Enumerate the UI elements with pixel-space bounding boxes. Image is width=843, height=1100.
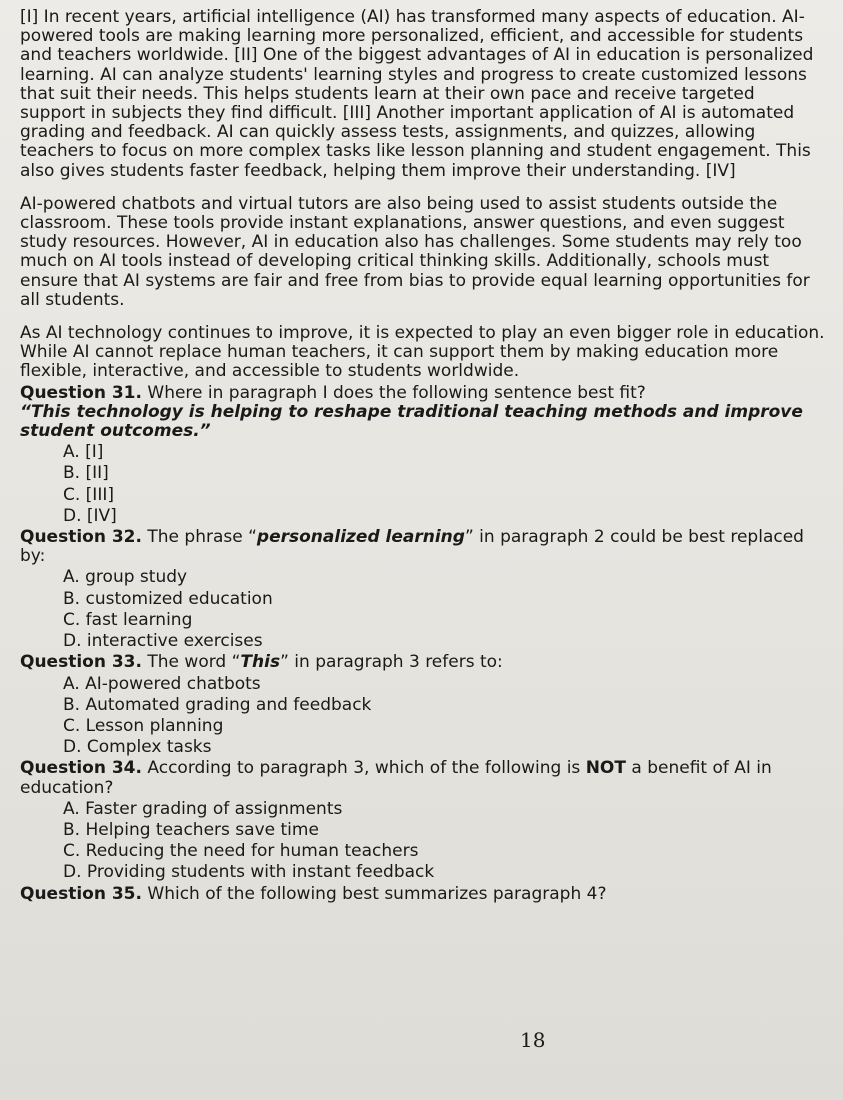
question-32-option-b: B. customized education [63, 588, 273, 609]
question-31-label: Question 31. [20, 382, 142, 403]
question-31-option-b: B. [II] [63, 463, 109, 484]
question-31-option-d: D. [IV] [63, 505, 117, 526]
question-34-option-c: C. Reducing the need for human teachers [63, 841, 419, 862]
question-32-text-post: ” in paragraph 2 could be best replaced by: [20, 527, 804, 567]
question-35-text: Which of the following best summarizes paragraph 4? [141, 883, 607, 904]
question-33-option-d: D. Complex tasks [63, 737, 212, 758]
question-34-option-a: A. Faster grading of assignments [63, 798, 343, 819]
paragraph-1: [I] In recent years, artificial intelligence (AI) has transformed many aspects of education. AI-powered tools are making learning more personalized, efficient, and accessible for students and teachers worldwide. [II] One of the biggest advantages of AI in education is personalized learning. AI can analyze students' learning styles and progress to create customized lessons that suit their needs. This helps students learn at their own pace and receive targeted support in subjects they find difficult. [III] Another important application of AI is automated grading and feedback. AI can quickly assess tests, assignments, and quizzes, allowing teachers to focus on more complex tasks like lesson planning and student engagement. This also gives students faster feedback, helping them improve their understanding. [IV] [20, 7, 814, 181]
question-34 [20, 759, 825, 882]
question-32-label: Question 32. [20, 527, 142, 548]
reading-passage [20, 8, 825, 904]
question-31 [20, 384, 825, 526]
question-31-option-c: C. [III] [63, 484, 114, 505]
question-34-not: NOT [585, 758, 626, 779]
question-34-option-d: D. Providing students with instant feedback [63, 862, 435, 883]
question-34-text-post: a benefit of AI in education? [20, 758, 772, 798]
question-31-quote: “This technology is helping to reshape traditional teaching methods and improve student outcomes.” [20, 401, 803, 442]
question-33-option-c: C. Lesson planning [63, 715, 224, 736]
question-35 [20, 885, 825, 904]
question-31-text: Where in paragraph I does the following sentence best fit? [141, 382, 646, 403]
question-34-text-pre: According to paragraph 3, which of the following is [141, 758, 586, 779]
question-33 [20, 653, 825, 757]
question-33-option-a: A. AI-powered chatbots [63, 673, 261, 694]
question-32-option-d: D. interactive exercises [63, 631, 263, 652]
question-32-phrase: personalized learning [256, 527, 465, 548]
question-32-option-a: A. group study [63, 567, 188, 588]
page-number: 18 [520, 1028, 546, 1052]
question-32 [20, 528, 825, 651]
question-33-text-post: ” in paragraph 3 refers to: [280, 652, 503, 673]
question-33-option-b: B. Automated grading and feedback [63, 694, 372, 715]
question-35-label: Question 35. [20, 883, 142, 904]
question-31-option-a: A. [I] [63, 442, 104, 463]
question-33-label: Question 33. [20, 652, 142, 673]
question-33-word: This [240, 652, 281, 673]
question-32-option-c: C. fast learning [63, 609, 193, 630]
question-33-text-pre: The word “ [141, 652, 241, 673]
question-34-option-b: B. Helping teachers save time [63, 819, 319, 840]
paragraph-3: As AI technology continues to improve, it is expected to play an even bigger role in education. While AI cannot replace human teachers, it can support them by making education more flexible, interactive, and accessible to students worldwide. [20, 323, 825, 382]
question-34-label: Question 34. [20, 758, 142, 779]
question-32-text-pre: The phrase “ [141, 527, 257, 548]
paragraph-2: AI-powered chatbots and virtual tutors are also being used to assist students outside the classroom. These tools provide instant explanations, answer questions, and even suggest study resources. However, AI in education also has challenges. Some students may rely too much on AI tools instead of developing critical thinking skills. Additionally, schools must ensure that AI systems are fair and free from bias to provide equal learning opportunities for all students. [20, 193, 810, 310]
